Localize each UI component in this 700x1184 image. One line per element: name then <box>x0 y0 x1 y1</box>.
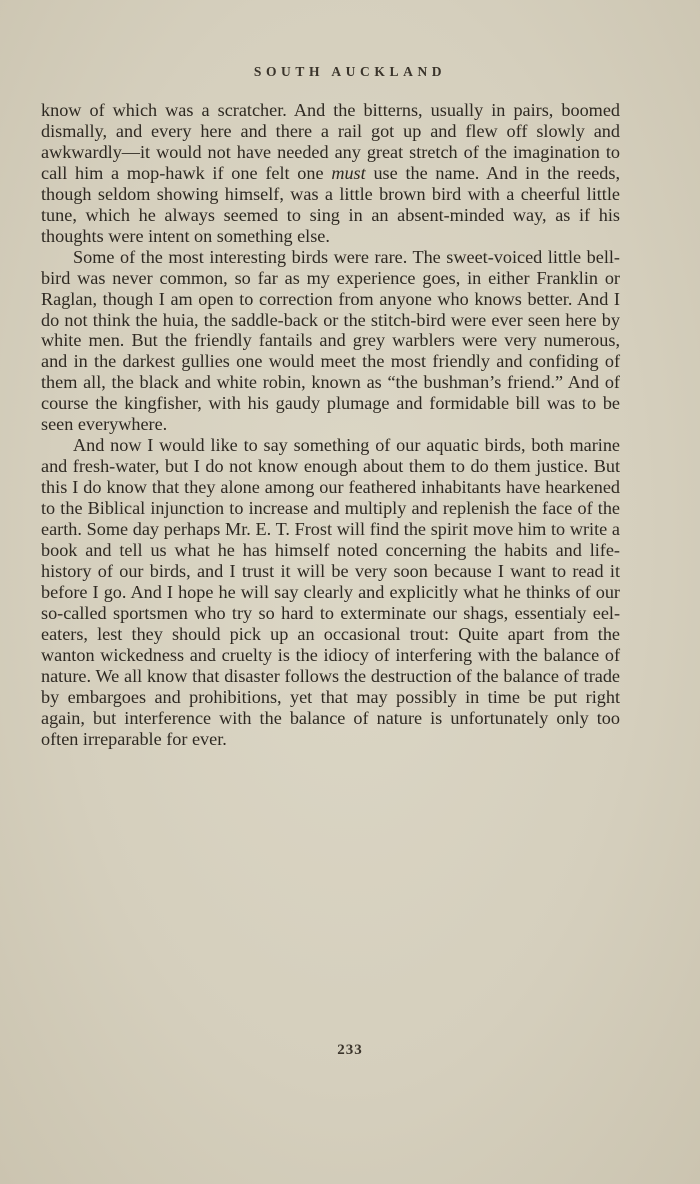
paragraph-3: And now I would like to say something of our aquatic birds, both marine and fresh-water, but I do not know enough about them to do them justice. But this I do know that they alone among our feathered inhabitants have hearkened to the Biblical injunction to increase and multiply and replenish the face of the earth. Some day perhaps Mr. E. T. Frost will find the spirit move him to write a book and tell us what he has himself noted concerning the habits and life-history of our birds, and I trust it will be very soon because I want to read it before I go. And I hope he will say clearly and explicitly what he thinks of our so-called sportsmen who try so hard to exterminate our shags, essentialy eel-eaters, lest they should pick up an occasional trout: Quite apart from the wanton wickedness and cruelty is the idiocy of interfering with the balance of nature. We all know that disaster follows the destruction of the balance of trade by embargoes and prohibitions, yet that may possibly in time be put right again, but interference with the balance of nature is unfortunately only too often irreparable for ever. <box>41 435 620 749</box>
paragraph-2: Some of the most interesting birds were rare. The sweet-voiced little bell-bird was never common, so far as my experience goes, in either Franklin or Raglan, though I am open to correction from anyone who knows better. And I do not think the huia, the saddle-back or the stitch-bird were ever seen here by white men. But the friendly fantails and grey warblers were very numerous, and in the darkest gullies one would meet the most friendly and confiding of them all, the black and white robin, known as “the bushman’s friend.” And of course the kingfisher, with his gaudy plumage and formidable bill was to be seen everywhere. <box>41 246 620 435</box>
paragraph-1 <box>41 100 620 247</box>
paragraph-1-text-before: know of which was a scratcher. And the bitterns, usually in pairs, boomed dismally, and every here and there a rail got up and flew off slowly and awkwardly—it would not have needed any great stretch of the imagination to call him a mop-hawk if one felt one <box>41 100 620 183</box>
running-head: SOUTH AUCKLAND <box>253 64 447 79</box>
paragraph-1-emphasis: must <box>331 162 366 183</box>
page-number: 233 <box>337 1042 363 1058</box>
body-text <box>41 100 620 750</box>
paragraph-1-text-after: use the name. And in the reeds, though seldom showing himself, was a little brown bird with a cheerful little tune, which he always seemed to sing in an absent-minded way, as if his thoughts were intent on something else. <box>41 162 620 246</box>
